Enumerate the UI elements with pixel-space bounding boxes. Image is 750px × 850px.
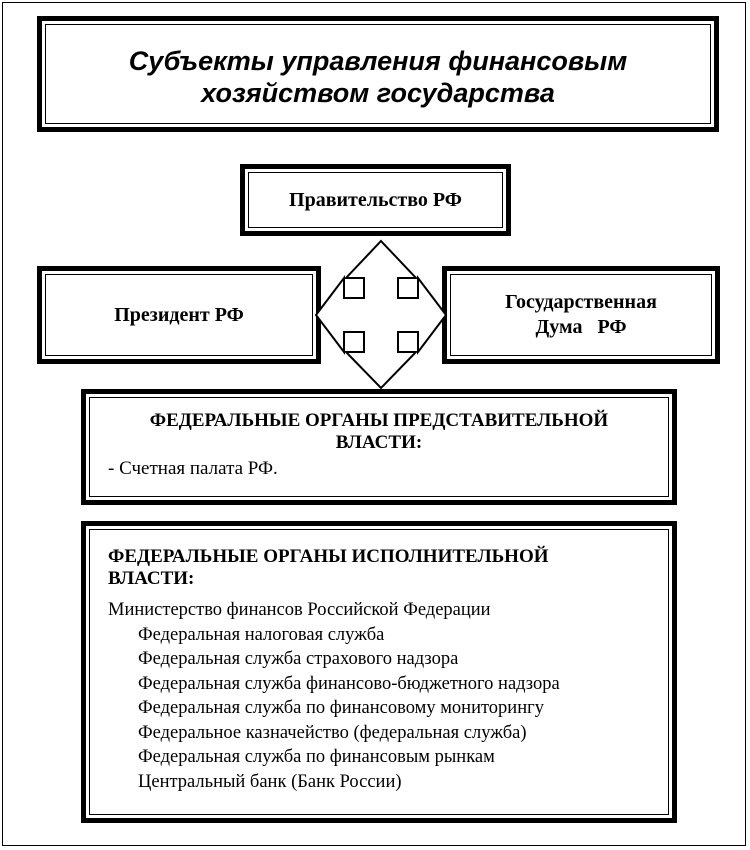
list-item: Центральный банк (Банк России) (138, 771, 402, 792)
executive-heading-line-2: ВЛАСТИ: (108, 568, 195, 589)
four-way-arrow-shape (316, 241, 446, 388)
list-item: Федеральная налоговая служба (138, 624, 385, 645)
executive-list (108, 598, 662, 794)
representative-heading (106, 410, 652, 454)
executive-heading-line-1: ФЕДЕРАЛЬНЫЕ ОРГАНЫ ИСПОЛНИТЕЛЬНОЙ (108, 546, 549, 567)
executive-bodies-box (81, 521, 677, 823)
representative-bodies-box (81, 389, 677, 505)
list-item: Федеральная служба страхового надзора (138, 649, 459, 669)
executive-lead-item: Министерство финансов Российской Федерации (108, 600, 491, 620)
president-label: Президент РФ (114, 303, 244, 326)
representative-item: - Счетная палата РФ. (108, 458, 278, 479)
executive-heading (108, 546, 648, 590)
title-line-1: Субъекты управления финансовым (128, 46, 628, 76)
government-label: Правительство РФ (289, 188, 462, 211)
list-item: Федеральная служба финансово-бюджетного надзора (138, 673, 560, 694)
duma-line-2: Дума РФ (535, 316, 627, 338)
title-line-2: хозяйством государства (201, 78, 555, 108)
list-item: Федеральное казначейство (федеральная служба) (138, 722, 527, 743)
duma-line-1: Государственная (505, 291, 657, 313)
representative-heading-line-1: ФЕДЕРАЛЬНЫЕ ОРГАНЫ ПРЕДСТАВИТЕЛЬНОЙ (149, 410, 609, 431)
list-item: Федеральная служба по финансовому мониторингу (138, 698, 544, 718)
list-item: Федеральная служба по финансовым рынкам (138, 747, 495, 767)
representative-heading-line-2: ВЛАСТИ: (335, 432, 423, 453)
